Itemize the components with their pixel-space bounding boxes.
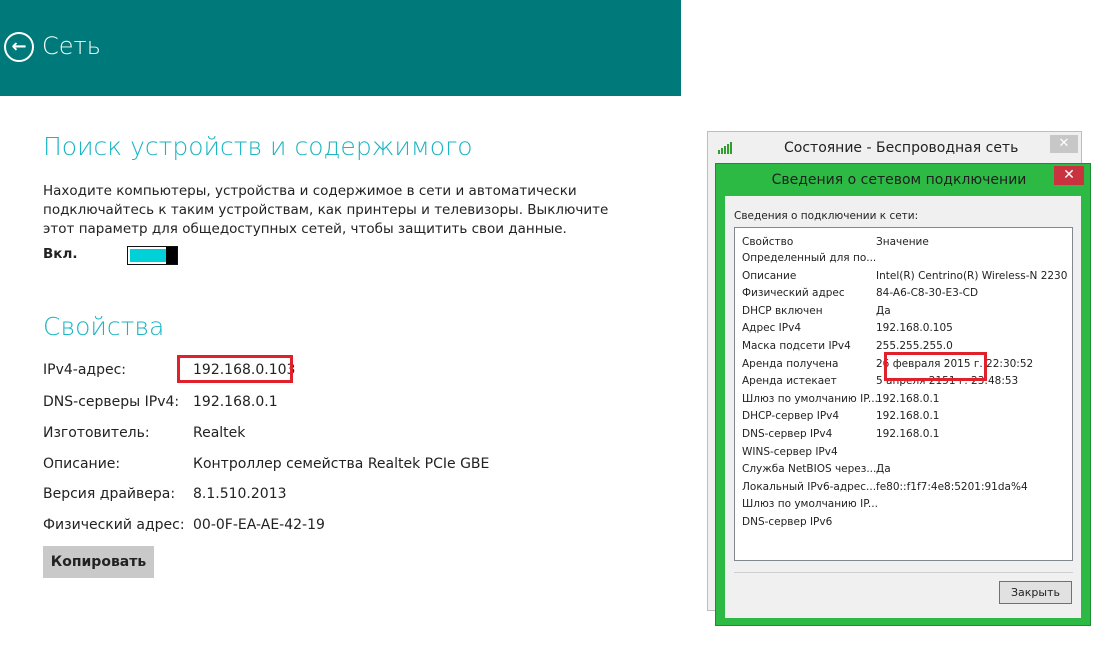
- row-value: Да: [876, 463, 891, 476]
- row-property: DHCP-сервер IPv4: [742, 410, 840, 423]
- row-value: 255.255.255.0: [876, 340, 953, 352]
- toggle-label: Вкл.: [43, 246, 78, 262]
- list-row[interactable]: [735, 514, 1072, 532]
- prop-value-mac: 00-0F-EA-AE-42-19: [193, 517, 325, 533]
- status-window-title: Состояние - Беспроводная сеть: [784, 140, 1019, 156]
- ipv4-highlight-box: [177, 355, 296, 383]
- row-property: Определенный для по...: [742, 252, 877, 264]
- prop-value-ipv4: 192.168.0.103: [193, 362, 296, 378]
- details-dialog: [715, 163, 1091, 626]
- list-row[interactable]: [735, 461, 1072, 479]
- discovery-section-title: Поиск устройств и содержимого: [43, 132, 473, 161]
- prop-label-manufacturer: Изготовитель:: [43, 425, 150, 441]
- row-property: Аренда получена: [742, 357, 839, 370]
- details-caption: Сведения о подключении к сети:: [734, 210, 919, 222]
- list-row[interactable]: [735, 303, 1072, 321]
- discovery-toggle[interactable]: [127, 246, 178, 265]
- ipv4-highlight-box: [884, 352, 987, 381]
- row-property: WINS-сервер IPv4: [742, 445, 838, 458]
- page-title: Сеть: [42, 32, 101, 60]
- properties-section-title: Свойства: [43, 312, 165, 341]
- row-value: 192.168.0.1: [876, 410, 940, 423]
- prop-value-dns: 192.168.0.1: [193, 394, 278, 410]
- discovery-description: Находите компьютеры, устройства и содержимое в сети и автоматически подключайтесь к таким устройствам, как принтеры и телевизоры. Выключите этот параметр для общедоступных сетей, чтобы защитить свои данные.: [43, 183, 609, 237]
- toggle-knob[interactable]: [166, 247, 177, 264]
- list-row[interactable]: [735, 408, 1072, 426]
- list-row[interactable]: [735, 320, 1072, 338]
- prop-label-ipv4: IPv4-адрес:: [43, 362, 126, 378]
- list-row[interactable]: [735, 250, 1072, 268]
- prop-value-driver: 8.1.510.2013: [193, 486, 287, 502]
- prop-value-manufacturer: Realtek: [193, 425, 246, 441]
- separator: [734, 572, 1073, 573]
- row-property: DNS-сервер IPv6: [742, 516, 833, 528]
- list-row[interactable]: [735, 444, 1072, 462]
- prop-label-mac: Физический адрес:: [43, 517, 185, 533]
- row-value: 5 апреля 2151 г. 23:48:53: [876, 375, 1019, 388]
- list-row[interactable]: [735, 268, 1072, 286]
- row-property: Описание: [742, 269, 797, 282]
- prop-value-description: Контроллер семейства Realtek PCIe GBE: [193, 456, 490, 472]
- header-bar: [0, 0, 681, 96]
- row-value: 192.168.0.105: [876, 322, 953, 335]
- row-property: Шлюз по умолчанию IP...: [742, 498, 878, 511]
- row-property: Локальный IPv6-адрес...: [742, 480, 877, 493]
- column-header-property[interactable]: Свойство: [742, 236, 794, 248]
- row-property: Маска подсети IPv4: [742, 340, 851, 352]
- close-button[interactable]: Закрыть: [999, 581, 1072, 604]
- copy-button[interactable]: Копировать: [43, 546, 154, 578]
- column-header-value[interactable]: Значение: [876, 236, 929, 248]
- list-row[interactable]: [735, 496, 1072, 514]
- row-property: Служба NetBIOS через...: [742, 463, 877, 476]
- details-list[interactable]: [734, 227, 1073, 561]
- details-dialog-title: Сведения о сетевом подключении: [771, 172, 1027, 188]
- row-property: Шлюз по умолчанию IP...: [742, 392, 878, 405]
- row-property: Физический адрес: [742, 287, 845, 300]
- details-dialog-close-icon[interactable]: ✕: [1054, 166, 1084, 185]
- list-row[interactable]: [735, 426, 1072, 444]
- prop-label-description: Описание:: [43, 456, 121, 472]
- row-value: Да: [876, 304, 891, 317]
- row-property: DNS-сервер IPv4: [742, 428, 833, 440]
- wifi-signal-icon: [718, 142, 734, 154]
- list-row[interactable]: [735, 391, 1072, 409]
- row-property: Адрес IPv4: [742, 322, 802, 335]
- status-window-close-icon[interactable]: ✕: [1050, 135, 1078, 153]
- row-property: DHCP включен: [742, 304, 823, 317]
- row-value: 192.168.0.1: [876, 392, 940, 405]
- row-value: fe80::f1f7:4e8:5201:91da%4: [876, 480, 1028, 493]
- row-value: 26 февраля 2015 г. 22:30:52: [876, 357, 1034, 370]
- row-value: 84-A6-C8-30-E3-CD: [876, 287, 979, 300]
- list-row[interactable]: [735, 285, 1072, 303]
- prop-label-driver: Версия драйвера:: [43, 486, 176, 502]
- row-value: Intel(R) Centrino(R) Wireless-N 2230: [876, 269, 1068, 282]
- row-value: 192.168.0.1: [876, 428, 940, 440]
- prop-label-dns: DNS-серверы IPv4:: [43, 394, 180, 410]
- row-property: Аренда истекает: [742, 375, 837, 388]
- details-dialog-body: [725, 196, 1081, 618]
- toggle-fill: [130, 249, 166, 262]
- list-row[interactable]: [735, 479, 1072, 497]
- back-arrow-icon[interactable]: ←: [4, 32, 34, 62]
